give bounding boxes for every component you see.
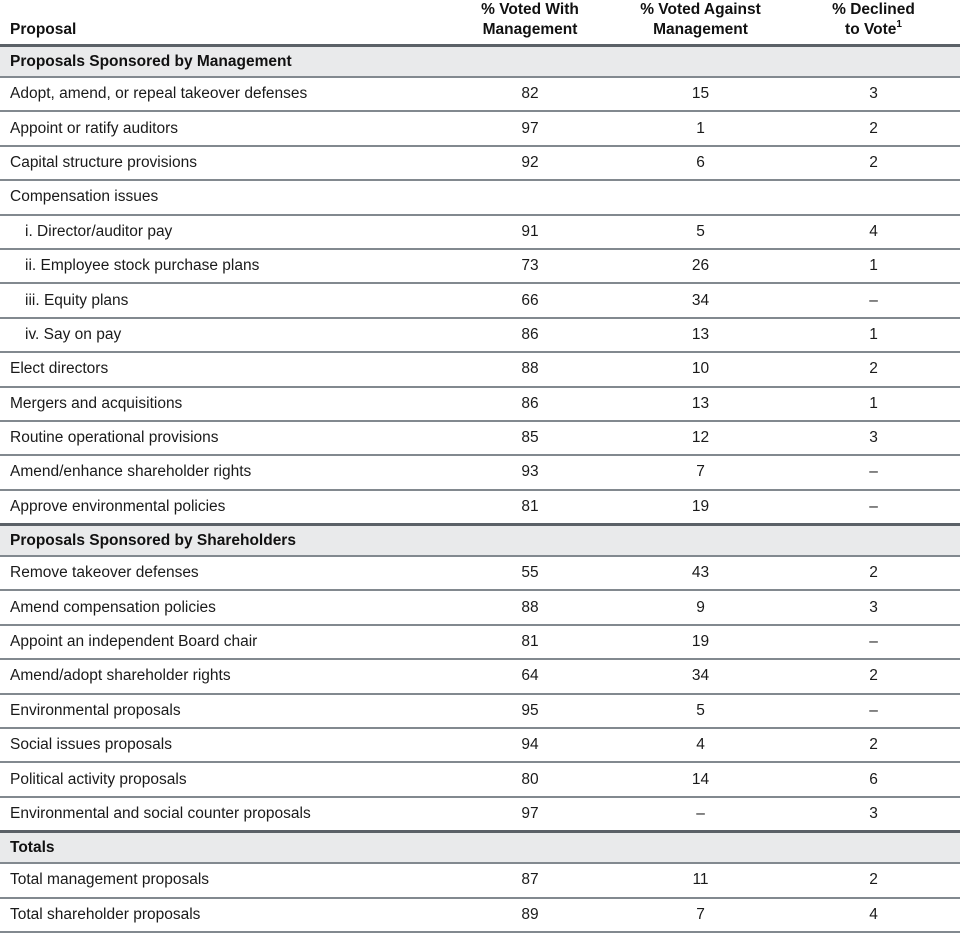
voted-with-cell: 85 bbox=[521, 429, 539, 447]
voted-against-cell: 19 bbox=[691, 497, 710, 515]
table-row bbox=[0, 422, 960, 456]
proposal-cell: Mergers and acquisitions bbox=[10, 394, 183, 412]
voted-with-cell: 91 bbox=[521, 222, 539, 240]
declined-cell: 2 bbox=[869, 736, 878, 754]
declined-cell: 2 bbox=[869, 667, 878, 685]
proposal-cell: Amend/adopt shareholder rights bbox=[10, 667, 231, 685]
table-row bbox=[0, 216, 960, 250]
voted-against-cell: 15 bbox=[691, 85, 710, 103]
voted-with-cell: 94 bbox=[521, 736, 539, 754]
voted-with-cell: 80 bbox=[521, 770, 539, 788]
proposal-cell: Environmental proposals bbox=[10, 701, 181, 719]
table-row bbox=[0, 729, 960, 763]
voted-against-cell: 34 bbox=[691, 291, 710, 309]
declined-cell: 6 bbox=[869, 770, 878, 788]
voted-against-cell: 10 bbox=[691, 360, 710, 378]
proposal-cell: Total management proposals bbox=[10, 871, 210, 889]
declined-cell: 2 bbox=[869, 153, 878, 171]
section-header-totals bbox=[0, 830, 960, 864]
voted-with-cell: 88 bbox=[521, 598, 539, 616]
voted-against-cell: 6 bbox=[696, 153, 705, 171]
table-row bbox=[0, 695, 960, 729]
voted-with-cell: 95 bbox=[521, 701, 539, 719]
table-row bbox=[0, 78, 960, 112]
declined-cell: 3 bbox=[869, 85, 878, 103]
voted-against-cell: 9 bbox=[696, 598, 705, 616]
proposal-cell: iv. Say on pay bbox=[25, 325, 122, 343]
declined-cell: 2 bbox=[869, 119, 878, 137]
section-header-label: Proposals Sponsored by Management bbox=[10, 52, 292, 70]
voted-against-cell: 26 bbox=[691, 257, 710, 275]
table-row bbox=[0, 660, 960, 694]
proposal-cell: Environmental and social counter proposals bbox=[10, 805, 311, 822]
voted-against-cell: 7 bbox=[696, 463, 705, 481]
voted-with-cell: 81 bbox=[521, 633, 539, 651]
voted-with-cell: 86 bbox=[521, 325, 539, 343]
declined-cell: – bbox=[869, 497, 878, 515]
declined-cell: 2 bbox=[869, 360, 878, 378]
column-header-declined-line2 bbox=[787, 20, 960, 39]
table-row bbox=[0, 388, 960, 422]
voted-against-cell: 5 bbox=[696, 222, 705, 240]
voted-with-cell: 73 bbox=[521, 257, 539, 275]
section-header-label: Totals bbox=[10, 838, 55, 856]
table-row bbox=[0, 763, 960, 797]
declined-cell: 1 bbox=[869, 325, 878, 343]
proposal-cell: Amend compensation policies bbox=[10, 598, 216, 616]
proposal-cell: iii. Equity plans bbox=[25, 291, 129, 309]
proposal-cell: Routine operational provisions bbox=[10, 429, 219, 447]
table-row bbox=[0, 626, 960, 660]
declined-cell: – bbox=[869, 701, 878, 719]
table-row bbox=[0, 456, 960, 490]
voted-with-cell: 87 bbox=[521, 871, 539, 889]
table-row bbox=[0, 557, 960, 591]
table-row bbox=[0, 319, 960, 353]
table-row bbox=[0, 112, 960, 146]
proposal-cell: Approve environmental policies bbox=[10, 497, 226, 515]
declined-cell: – bbox=[869, 291, 878, 309]
voted-against-cell: 14 bbox=[691, 770, 710, 788]
voted-against-cell: 34 bbox=[691, 667, 710, 685]
voted-against-cell: 1 bbox=[696, 119, 705, 137]
voted-with-cell: 97 bbox=[521, 119, 539, 137]
table-row bbox=[0, 491, 960, 523]
voted-with-cell: 88 bbox=[521, 360, 539, 378]
column-header-voted-with bbox=[446, 0, 614, 39]
declined-cell: 4 bbox=[869, 222, 878, 240]
declined-cell: – bbox=[869, 463, 878, 481]
voted-with-cell: 66 bbox=[521, 291, 539, 309]
table-header-row bbox=[0, 0, 960, 44]
proposal-cell: Amend/enhance shareholder rights bbox=[10, 463, 252, 481]
proposal-cell: Compensation issues bbox=[10, 188, 159, 206]
voted-against-cell: 12 bbox=[691, 429, 710, 447]
column-header-declined bbox=[787, 0, 960, 39]
table-row bbox=[0, 353, 960, 387]
voted-with-cell: 82 bbox=[521, 85, 539, 103]
column-header-voted-against-line2: Management bbox=[653, 20, 748, 38]
voted-against-cell: 7 bbox=[696, 905, 705, 923]
column-header-proposal-label: Proposal bbox=[10, 20, 77, 38]
proposal-cell: ii. Employee stock purchase plans bbox=[25, 257, 260, 275]
voted-with-cell: 55 bbox=[521, 564, 539, 582]
declined-cell: 2 bbox=[869, 871, 878, 889]
table-row bbox=[0, 591, 960, 625]
table-row bbox=[0, 284, 960, 318]
column-header-declined-text: to Vote bbox=[845, 20, 897, 38]
declined-cell: 4 bbox=[869, 905, 878, 923]
declined-cell: 3 bbox=[869, 429, 878, 447]
voted-against-cell: 5 bbox=[696, 701, 705, 719]
voted-against-cell: 43 bbox=[691, 564, 710, 582]
voted-against-cell: 13 bbox=[691, 394, 710, 412]
voted-against-cell: 11 bbox=[692, 871, 709, 889]
table-row bbox=[0, 250, 960, 284]
column-header-voted-against-line1: % Voted Against bbox=[640, 1, 761, 19]
voted-against-cell: – bbox=[696, 805, 705, 822]
column-header-voted-with-line2: Management bbox=[482, 20, 578, 38]
declined-cell: 2 bbox=[869, 564, 878, 582]
footnote-marker: 1 bbox=[896, 18, 902, 30]
column-header-voted-against bbox=[614, 0, 787, 39]
proposal-cell: Remove takeover defenses bbox=[10, 564, 199, 582]
voted-with-cell: 92 bbox=[521, 153, 539, 171]
column-header-proposal bbox=[0, 20, 446, 39]
voted-with-cell: 86 bbox=[521, 394, 539, 412]
voted-with-cell: 89 bbox=[521, 905, 539, 923]
proposal-cell: Political activity proposals bbox=[10, 770, 187, 788]
voted-with-cell: 81 bbox=[521, 497, 539, 515]
proposal-cell: Appoint or ratify auditors bbox=[10, 119, 179, 137]
table-row bbox=[0, 864, 960, 898]
voted-against-cell: 4 bbox=[696, 736, 705, 754]
voted-with-cell: 93 bbox=[521, 463, 539, 481]
proposal-cell: Adopt, amend, or repeal takeover defenses bbox=[10, 85, 308, 103]
column-header-declined-line1: % Declined bbox=[832, 1, 915, 19]
voted-with-cell: 64 bbox=[521, 667, 539, 685]
proposal-cell: Elect directors bbox=[10, 360, 109, 378]
voted-against-cell: 19 bbox=[691, 633, 710, 651]
proposal-cell: Capital structure provisions bbox=[10, 153, 197, 171]
declined-cell: 3 bbox=[869, 598, 878, 616]
table-row bbox=[0, 899, 960, 933]
declined-cell: 1 bbox=[869, 257, 878, 275]
declined-cell: 3 bbox=[869, 805, 878, 822]
voted-with-cell: 97 bbox=[521, 805, 539, 822]
proposal-cell: Total shareholder proposals bbox=[10, 905, 201, 923]
section-header-management bbox=[0, 44, 960, 78]
table-row bbox=[0, 798, 960, 830]
proposal-cell: i. Director/auditor pay bbox=[25, 222, 173, 240]
table-row bbox=[0, 181, 960, 215]
table-body bbox=[0, 44, 960, 933]
declined-cell: 1 bbox=[869, 394, 878, 412]
section-header-shareholders bbox=[0, 523, 960, 557]
proposal-cell: Appoint an independent Board chair bbox=[10, 633, 258, 651]
proposal-cell: Social issues proposals bbox=[10, 736, 172, 754]
table-row bbox=[0, 147, 960, 181]
voted-against-cell: 13 bbox=[691, 325, 710, 343]
declined-cell: – bbox=[869, 633, 878, 651]
section-header-label: Proposals Sponsored by Shareholders bbox=[10, 531, 296, 549]
column-header-voted-with-line1: % Voted With bbox=[481, 1, 579, 19]
